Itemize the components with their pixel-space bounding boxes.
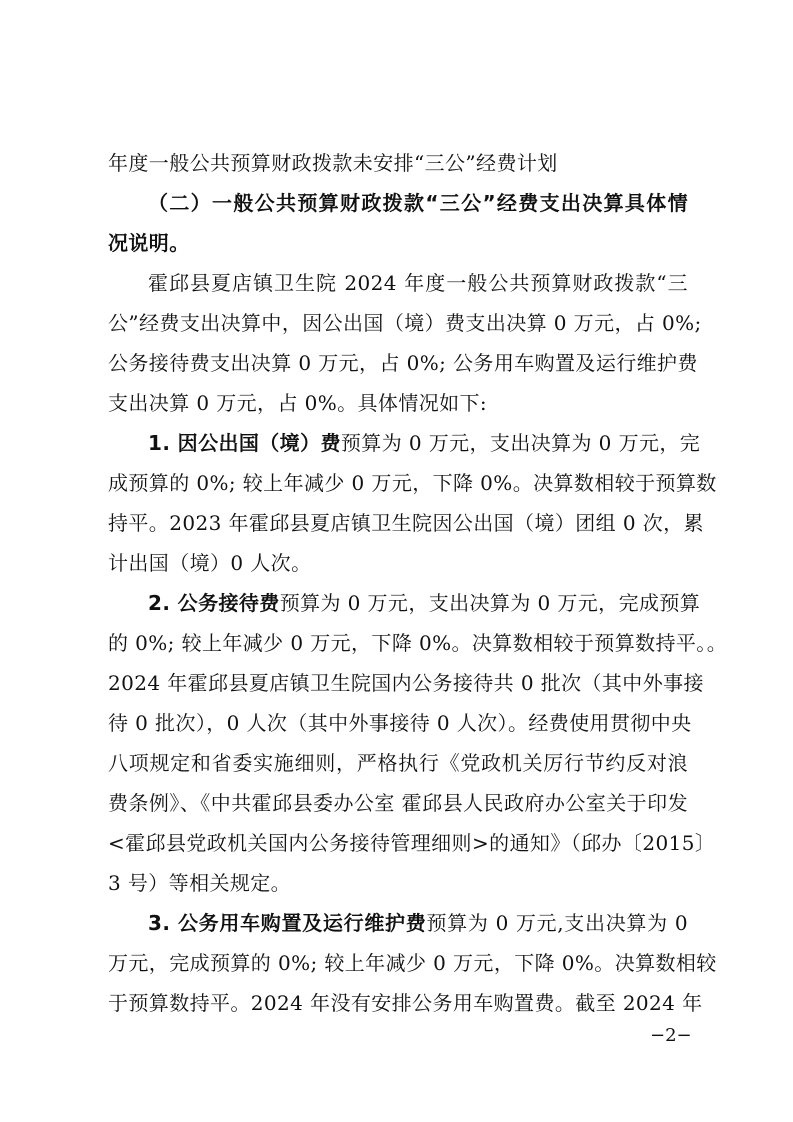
line-text: <霍邱县党政机关国内公务接待管理细则>的通知》（邱办〔2015〕	[108, 831, 716, 855]
paragraph-line	[108, 830, 716, 856]
paragraph-line	[108, 350, 698, 376]
paragraph-line	[108, 990, 703, 1016]
paragraph-line	[148, 590, 701, 616]
line-text: 公”经费支出决算中，因公出国（境）费支出决算 0 万元，占 0%;	[108, 311, 702, 335]
line-text: 霍邱县夏店镇卫生院 2024 年度一般公共预算财政拨款“三	[148, 271, 688, 295]
line-text: 预算为 0 万元,支出决算为 0	[426, 911, 689, 935]
paragraph-line	[108, 790, 688, 816]
line-text: 成预算的 0%; 较上年减少 0 万元，下降 0%。决算数相较于预算数	[108, 471, 717, 495]
paragraph-line	[108, 390, 688, 416]
paragraph-line	[108, 550, 688, 576]
line-text: 年度一般公共预算财政拨款未安排“三公”经费计划	[108, 151, 558, 175]
line-text: 3 号）等相关规定。	[108, 871, 292, 895]
line-text: 的 0%; 较上年减少 0 万元，下降 0%。决算数相较于预算数持平。。	[108, 631, 728, 655]
paragraph-line	[108, 470, 717, 496]
line-text: 支出决算 0 万元，占 0%。具体情况如下:	[108, 391, 488, 415]
line-text: 公务接待费支出决算 0 万元，占 0%; 公务用车购置及运行维护费	[108, 351, 698, 375]
line-text: 待 0 批次），0 人次（其中外事接待 0 人次）。经费使用贯彻中央	[108, 711, 692, 735]
paragraph-line	[108, 870, 688, 896]
paragraph-line	[108, 950, 717, 976]
line-text: 2024 年霍邱县夏店镇卫生院国内公务接待共 0 批次（其中外事接	[108, 671, 704, 695]
paragraph-line	[148, 270, 688, 296]
paragraph-line	[108, 630, 728, 656]
section-heading-line	[108, 230, 688, 256]
section-heading-line	[148, 190, 688, 216]
paragraph-line	[108, 710, 692, 736]
line-text: 预算为 0 万元，支出决算为 0 万元，完	[340, 431, 701, 455]
paragraph-line	[108, 670, 704, 696]
section-heading: （二）一般公共预算财政拨款“三公”经费支出决算具体情	[148, 191, 688, 215]
line-text: 预算为 0 万元，支出决算为 0 万元，完成预算	[279, 591, 701, 615]
line-text: 万元，完成预算的 0%; 较上年减少 0 万元，下降 0%。决算数相较	[108, 951, 717, 975]
paragraph-line	[148, 430, 701, 456]
line-text: 费条例》、《中共霍邱县委办公室 霍邱县人民政府办公室关于印发	[108, 791, 688, 815]
item-heading: 2. 公务接待费	[148, 591, 280, 615]
item-heading: 3. 公务用车购置及运行维护费	[148, 911, 427, 935]
paragraph-line	[108, 310, 702, 336]
text-line	[108, 150, 688, 176]
line-text: 于预算数持平。2024 年没有安排公务用车购置费。截至 2024 年	[108, 991, 703, 1015]
item-heading: 1. 因公出国（境）费	[148, 431, 341, 455]
paragraph-line	[148, 910, 688, 936]
line-text: 持平。2023 年霍邱县夏店镇卫生院因公出国（境）团组 0 次，累	[108, 511, 704, 535]
line-text: 计出国（境）0 人次。	[108, 551, 312, 575]
page-number: −2−	[650, 1025, 692, 1046]
paragraph-line	[108, 510, 704, 536]
line-text: 八项规定和省委实施细则，严格执行《党政机关厉行节约反对浪	[108, 751, 688, 775]
paragraph-line	[108, 750, 688, 776]
section-heading-continued: 况说明。	[108, 231, 190, 255]
